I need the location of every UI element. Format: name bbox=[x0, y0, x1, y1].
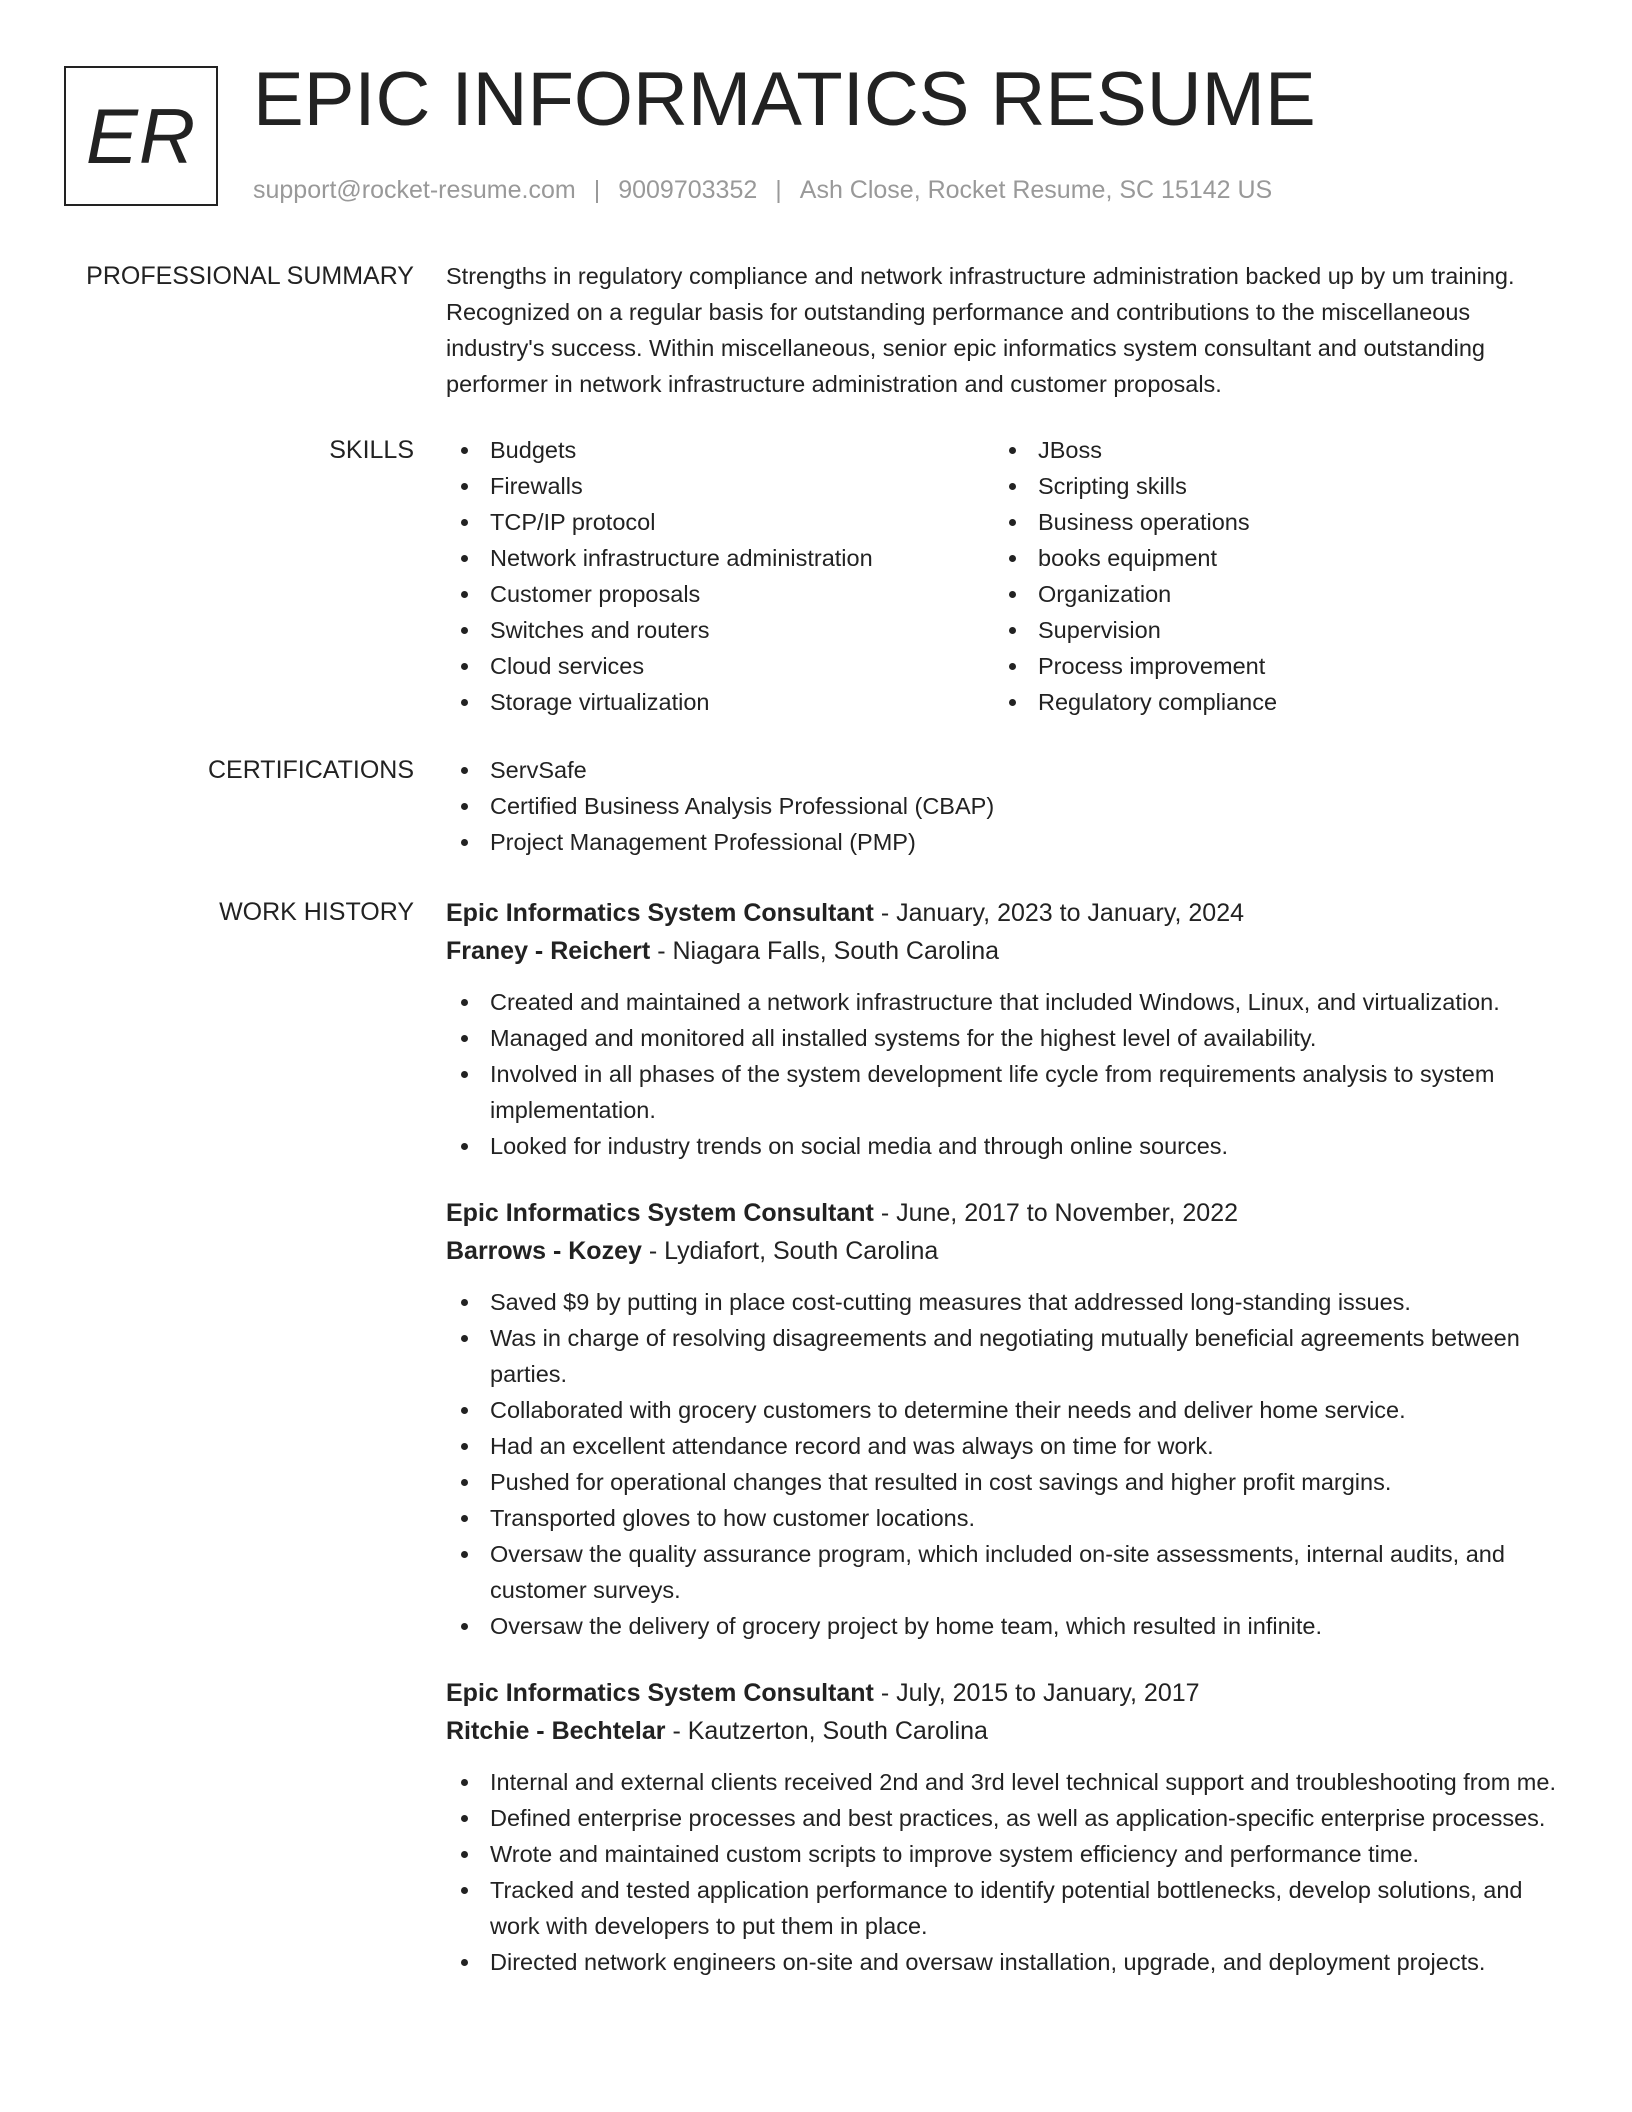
skill-item: Customer proposals bbox=[446, 576, 986, 612]
job-role: Epic Informatics System Consultant bbox=[446, 899, 874, 927]
job-entry bbox=[446, 1674, 1566, 1980]
section-title-certifications: CERTIFICATIONS bbox=[207, 756, 414, 784]
job-title-line: Epic Informatics System Consultant - January, 2023 to January, 2024 bbox=[446, 899, 1245, 927]
job-bullet: Internal and external clients received 2nd and 3rd level technical support and troubleshooting from me. bbox=[446, 1764, 1566, 1800]
contact-phone[interactable]: 9009703352 bbox=[618, 176, 758, 204]
section-title-summary: PROFESSIONAL SUMMARY bbox=[86, 262, 414, 290]
job-bullets bbox=[446, 1764, 1566, 1980]
monogram-logo: ER bbox=[64, 66, 218, 206]
job-entry bbox=[446, 894, 1566, 1164]
skill-item: Network infrastructure administration bbox=[446, 540, 986, 576]
job-bullet: Pushed for operational changes that resulted in cost savings and higher profit margins. bbox=[446, 1464, 1566, 1500]
summary-content bbox=[446, 258, 1566, 402]
job-title-line: Epic Informatics System Consultant - June, 2017 to November, 2022 bbox=[446, 1199, 1239, 1227]
contact-line bbox=[253, 176, 1272, 205]
job-bullet: Looked for industry trends on social media and through online sources. bbox=[446, 1128, 1566, 1164]
certifications-list bbox=[446, 752, 1566, 860]
job-bullet: Transported gloves to how customer locations. bbox=[446, 1500, 1566, 1536]
skill-item: TCP/IP protocol bbox=[446, 504, 986, 540]
section-title-work-history: WORK HISTORY bbox=[219, 898, 414, 926]
job-company-line: Franey - Reichert - Niagara Falls, South Carolina bbox=[446, 937, 1000, 965]
job-dates: July, 2015 to January, 2017 bbox=[896, 1679, 1200, 1707]
job-company: Ritchie - Bechtelar bbox=[446, 1717, 666, 1745]
job-dates: June, 2017 to November, 2022 bbox=[896, 1199, 1239, 1227]
certification-item: ServSafe bbox=[446, 752, 1566, 788]
job-bullets bbox=[446, 984, 1566, 1164]
job-entry bbox=[446, 1194, 1566, 1644]
job-location: Kautzerton, South Carolina bbox=[687, 1717, 988, 1745]
job-role: Epic Informatics System Consultant bbox=[446, 1199, 874, 1227]
job-bullets bbox=[446, 1284, 1566, 1644]
section-title-skills: SKILLS bbox=[329, 436, 414, 464]
skill-item: Regulatory compliance bbox=[994, 684, 1534, 720]
skill-item: Budgets bbox=[446, 432, 986, 468]
certifications-content bbox=[446, 752, 1566, 860]
contact-separator: | bbox=[775, 176, 782, 204]
job-company: Franey - Reichert bbox=[446, 937, 651, 965]
contact-email[interactable]: support@rocket-resume.com bbox=[253, 176, 576, 204]
job-bullet: Directed network engineers on-site and oversaw installation, upgrade, and deployment projects. bbox=[446, 1944, 1566, 1980]
skills-list-left bbox=[446, 432, 986, 720]
job-location: Niagara Falls, South Carolina bbox=[672, 937, 1000, 965]
skill-item: Scripting skills bbox=[994, 468, 1534, 504]
job-bullet: Managed and monitored all installed systems for the highest level of availability. bbox=[446, 1020, 1566, 1056]
job-bullet: Involved in all phases of the system development life cycle from requirements analysis to system implementation. bbox=[446, 1056, 1566, 1128]
skill-item: JBoss bbox=[994, 432, 1534, 468]
job-bullet: Had an excellent attendance record and was always on time for work. bbox=[446, 1428, 1566, 1464]
skill-item: Firewalls bbox=[446, 468, 986, 504]
job-bullet: Collaborated with grocery customers to determine their needs and deliver home service. bbox=[446, 1392, 1566, 1428]
skill-item: Organization bbox=[994, 576, 1534, 612]
skill-item: Business operations bbox=[994, 504, 1534, 540]
job-company-line: Barrows - Kozey - Lydiafort, South Carolina bbox=[446, 1237, 939, 1265]
job-bullet: Defined enterprise processes and best practices, as well as application-specific enterprise processes. bbox=[446, 1800, 1566, 1836]
resume-header bbox=[64, 57, 1564, 210]
skill-item: Storage virtualization bbox=[446, 684, 986, 720]
work-history-content bbox=[446, 894, 1566, 2010]
contact-separator: | bbox=[593, 176, 601, 204]
job-location: Lydiafort, South Carolina bbox=[664, 1237, 939, 1265]
job-bullet: Was in charge of resolving disagreements and negotiating mutually beneficial agreements between parties. bbox=[446, 1320, 1566, 1392]
job-bullet: Tracked and tested application performance to identify potential bottlenecks, develop solutions, and work with developers to put them in place. bbox=[446, 1872, 1566, 1944]
job-company: Barrows - Kozey bbox=[446, 1237, 642, 1265]
job-title-line: Epic Informatics System Consultant - July, 2015 to January, 2017 bbox=[446, 1679, 1200, 1707]
certification-item: Project Management Professional (PMP) bbox=[446, 824, 1566, 860]
job-bullet: Saved $9 by putting in place cost-cutting measures that addressed long-standing issues. bbox=[446, 1284, 1566, 1320]
page-title: EPIC INFORMATICS RESUME bbox=[253, 57, 1316, 142]
skill-item: books equipment bbox=[994, 540, 1534, 576]
skill-item: Switches and routers bbox=[446, 612, 986, 648]
job-bullet: Wrote and maintained custom scripts to improve system efficiency and performance time. bbox=[446, 1836, 1566, 1872]
skill-item: Cloud services bbox=[446, 648, 986, 684]
job-bullet: Oversaw the quality assurance program, which included on-site assessments, internal audits, and customer surveys. bbox=[446, 1536, 1566, 1608]
skill-item: Supervision bbox=[994, 612, 1534, 648]
job-dates: January, 2023 to January, 2024 bbox=[896, 899, 1245, 927]
skills-content bbox=[446, 432, 1566, 720]
certification-item: Certified Business Analysis Professional (CBAP) bbox=[446, 788, 1566, 824]
summary-text: Strengths in regulatory compliance and network infrastructure administration backed up by um training. Recognized on a regular basis for outstanding performance and contributions to the miscellaneous industry's success. Within miscellaneous, senior epic informatics system consultant and outstanding performer in network infrastructure administration and customer proposals. bbox=[446, 263, 1515, 397]
job-bullet: Created and maintained a network infrastructure that included Windows, Linux, and virtualization. bbox=[446, 984, 1566, 1020]
job-company-line: Ritchie - Bechtelar - Kautzerton, South Carolina bbox=[446, 1717, 988, 1745]
skills-list-right bbox=[994, 432, 1534, 720]
job-bullet: Oversaw the delivery of grocery project by home team, which resulted in infinite. bbox=[446, 1608, 1566, 1644]
contact-address: Ash Close, Rocket Resume, SC 15142 US bbox=[799, 176, 1273, 204]
skill-item: Process improvement bbox=[994, 648, 1534, 684]
job-role: Epic Informatics System Consultant bbox=[446, 1679, 874, 1707]
